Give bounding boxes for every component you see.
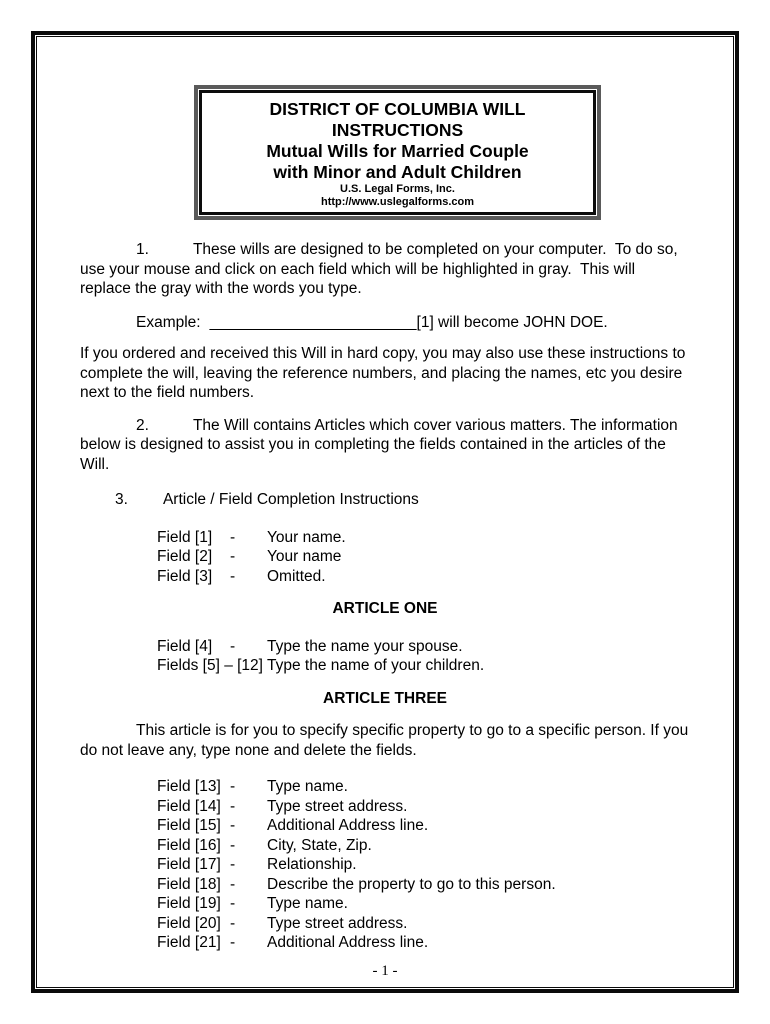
field-description: Additional Address line. xyxy=(267,817,429,834)
document-page-inner-border xyxy=(36,36,734,988)
field-instruction-row xyxy=(80,816,690,836)
page-number: - 1 - xyxy=(372,963,398,979)
field-dash: - xyxy=(230,836,236,854)
field-description: Your name. xyxy=(267,528,346,546)
field-instruction-row xyxy=(80,797,690,817)
paragraph-text: The Will contains Articles which cover various matters. The information below is designed to assist you in completing the fields contained in the articles of the Will. xyxy=(80,416,682,473)
field-label: Field [21] xyxy=(157,934,221,951)
field-instruction-row xyxy=(80,656,690,676)
list-number: 2. xyxy=(136,416,149,434)
field-description: Relationship. xyxy=(267,856,357,873)
article-three-heading: ARTICLE THREE xyxy=(323,689,447,707)
field-instruction-row xyxy=(80,836,690,856)
title-box xyxy=(199,90,596,215)
field-instruction-row xyxy=(80,875,690,895)
field-instruction-row xyxy=(80,777,690,797)
field-description: Type the name your spouse. xyxy=(267,637,463,655)
field-description: Type name. xyxy=(267,895,348,912)
document-page-border xyxy=(31,31,739,993)
example-result-text: [1] will become JOHN DOE. xyxy=(416,313,608,331)
instruction-paragraph-3 xyxy=(80,490,690,510)
title-line: INSTRUCTIONS xyxy=(331,120,464,140)
list-number: 1. xyxy=(136,241,149,258)
field-instruction-row xyxy=(80,528,690,548)
field-dash: - xyxy=(230,778,236,795)
field-description: City, State, Zip. xyxy=(267,836,372,854)
field-dash: - xyxy=(230,528,236,546)
field-label: Field [18] xyxy=(157,875,221,893)
article-three-intro-paragraph: This article is for you to specify specific property to go to a specific person. If you do not leave any, type none and delete the fields. xyxy=(80,722,693,759)
field-dash: - xyxy=(230,797,236,815)
field-dash: - xyxy=(230,637,236,655)
publisher-name: U.S. Legal Forms, Inc. xyxy=(340,183,455,195)
field-dash: - xyxy=(230,914,236,932)
field-label: Field [2] xyxy=(157,548,213,565)
list-number: 3. xyxy=(115,491,128,508)
field-table-article-one xyxy=(80,637,690,676)
example-blank-line: ________________________ xyxy=(209,313,417,331)
field-dash: - xyxy=(230,567,236,585)
field-description: Type street address. xyxy=(267,797,408,815)
title-line: DISTRICT OF COLUMBIA WILL xyxy=(269,99,526,119)
title-line: Mutual Wills for Married Couple xyxy=(266,141,529,161)
field-dash xyxy=(230,656,267,676)
instruction-paragraph-1 xyxy=(80,240,690,299)
field-label: Field [1] xyxy=(157,528,213,546)
field-description: Your name xyxy=(267,548,342,565)
example-line xyxy=(80,313,690,333)
field-instruction-row xyxy=(80,547,690,567)
field-dash: - xyxy=(230,856,236,873)
field-instruction-row xyxy=(80,637,690,657)
field-instruction-row xyxy=(80,567,690,587)
article-one-heading: ARTICLE ONE xyxy=(332,600,438,617)
paragraph-text: These wills are designed to be completed on your computer. To do so, use your mouse and click on each field which will be highlighted in gray. This will replace the gray with the words you type. xyxy=(80,241,683,297)
field-label: Field [3] xyxy=(157,567,213,585)
field-instruction-row xyxy=(80,894,690,914)
field-label: Field [15] xyxy=(157,817,221,834)
field-description: Type street address. xyxy=(267,914,408,932)
field-label: Fields [5] – [12] xyxy=(157,657,263,674)
document-content xyxy=(38,38,732,986)
field-dash: - xyxy=(230,895,236,912)
field-label: Field [4] xyxy=(157,637,213,655)
field-label: Field [17] xyxy=(157,856,221,873)
field-label: Field [16] xyxy=(157,836,221,854)
field-label: Field [19] xyxy=(157,895,221,912)
field-label: Field [13] xyxy=(157,778,221,795)
field-instruction-row xyxy=(80,855,690,875)
field-description: Additional Address line. xyxy=(267,934,429,951)
field-instruction-row xyxy=(80,914,690,934)
field-label: Field [20] xyxy=(157,914,221,932)
publisher-url: http://www.uslegalforms.com xyxy=(321,196,474,208)
field-description: Type name. xyxy=(267,778,348,795)
field-dash: - xyxy=(230,875,236,893)
field-dash: - xyxy=(230,934,236,951)
field-instruction-row xyxy=(80,933,690,953)
field-table-article-three xyxy=(80,777,690,953)
hard-copy-note-paragraph: If you ordered and received this Will in hard copy, you may also use these instructions to complete the will, leaving the reference numbers, and placing the names, etc you desire next to the field numbers. xyxy=(80,345,690,401)
field-description: Type the name of your children. xyxy=(267,657,485,674)
field-label: Field [14] xyxy=(157,797,221,815)
field-dash: - xyxy=(230,548,236,565)
example-label: Example: xyxy=(136,313,201,331)
field-description: Omitted. xyxy=(267,567,326,585)
field-table-general xyxy=(80,528,690,587)
instruction-paragraph-2 xyxy=(80,416,690,475)
field-dash: - xyxy=(230,817,236,834)
paragraph-text: Article / Field Completion Instructions xyxy=(162,491,419,508)
field-description: Describe the property to go to this person. xyxy=(267,875,556,893)
title-line: with Minor and Adult Children xyxy=(273,162,522,182)
